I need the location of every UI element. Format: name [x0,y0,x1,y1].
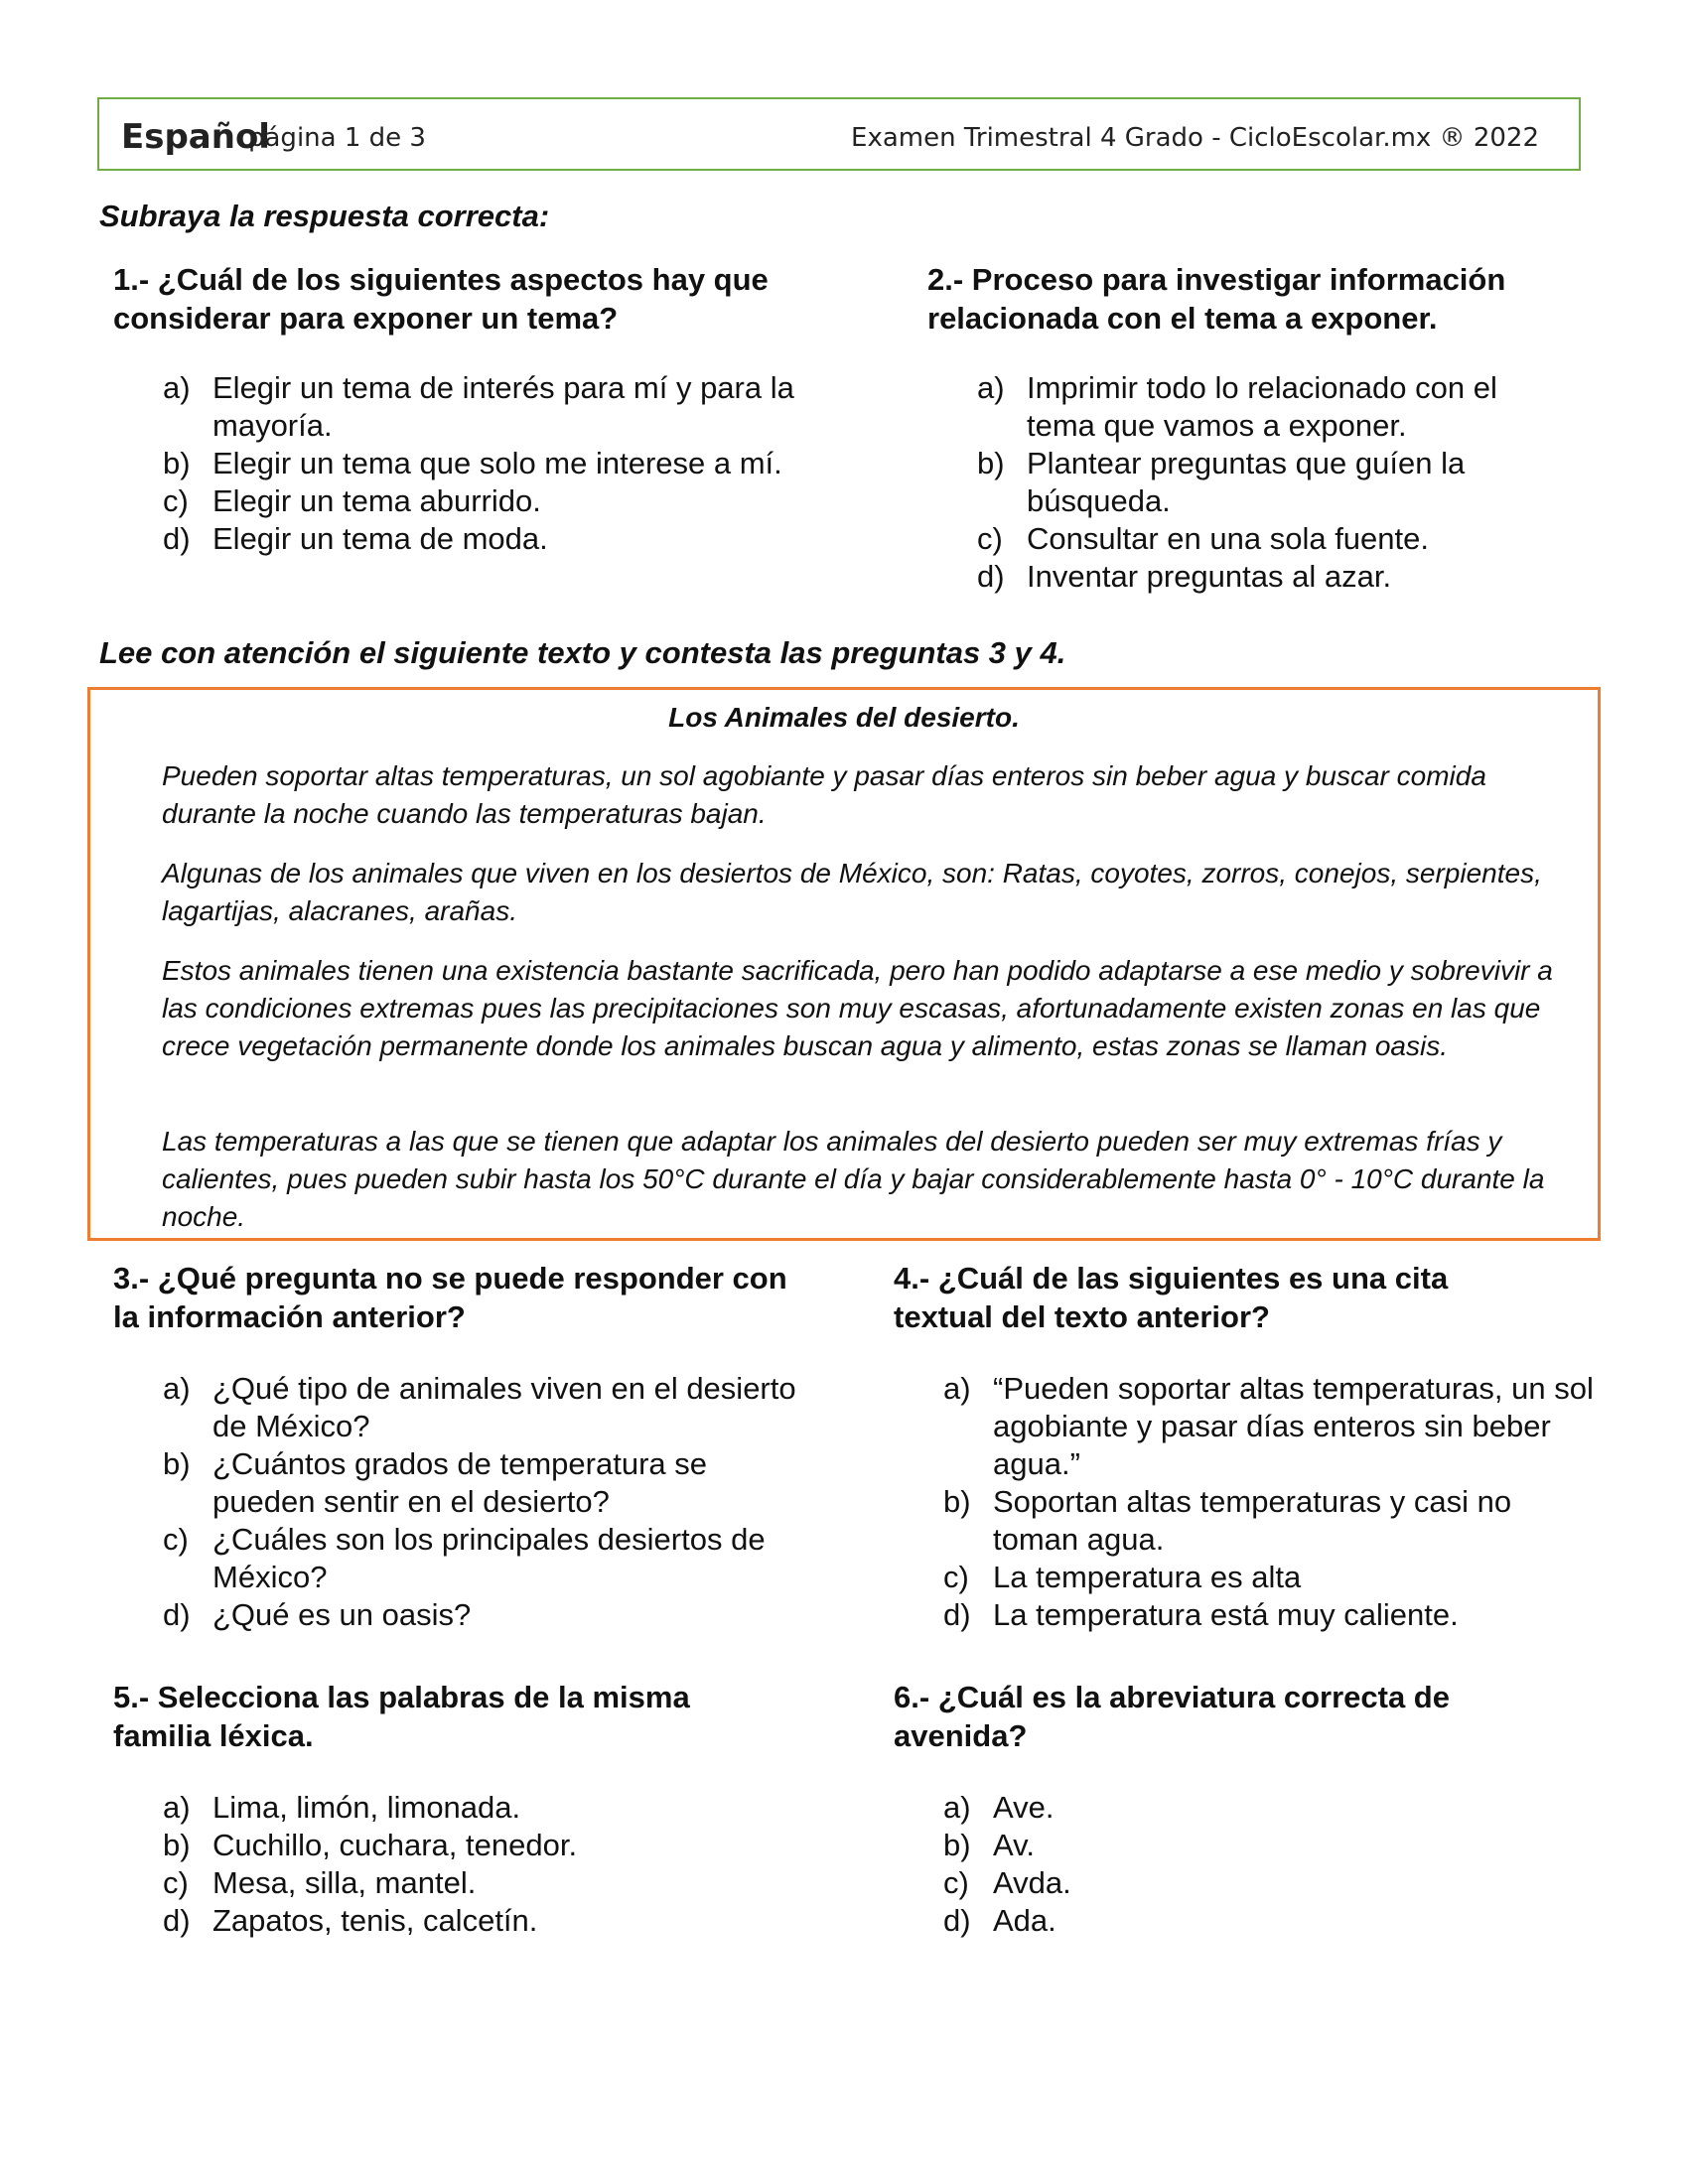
option-letter: c) [163,1865,189,1900]
option-2a[interactable] [977,369,1553,445]
option-text: Lima, limón, limonada. [212,1790,521,1825]
option-2c[interactable] [977,520,1553,558]
option-letter: c) [943,1560,969,1594]
option-letter: c) [163,483,189,518]
option-letter: c) [163,1522,189,1557]
option-1b[interactable] [163,445,878,482]
option-text: ¿Cuántos grados de temperatura se pueden sentir en el desierto? [212,1446,707,1519]
option-text: ¿Qué tipo de animales viven en el desierto de México? [212,1371,796,1443]
option-4a[interactable] [943,1370,1599,1483]
reading-paragraph: Las temperaturas a las que se tienen que adaptar los animales del desierto pueden ser muy extremas frías y calientes, pues pueden subir hasta los 50°C durante el día y bajar considerablemente hasta 0° - 10°C durante la noche. [162,1126,1545,1232]
reading-paragraph: Estos animales tienen una existencia bastante sacrificada, pero han podido adaptarse a ese medio y sobrevivir a las condiciones extremas pues las precipitaciones son muy escasas, afortunadamente existen zonas en las que crece vegetación permanente donde los animales buscan agua y alimento, estas zonas se llaman oasis. [162,955,1553,1061]
option-letter: b) [943,1828,971,1862]
option-text: Consultar en una sola fuente. [1027,521,1429,556]
option-text: Zapatos, tenis, calcetín. [212,1903,538,1938]
option-text: Plantear preguntas que guíen la búsqueda. [1027,446,1466,518]
reading-title: Los Animales del desierto. [668,702,1020,733]
option-1c[interactable] [163,482,878,520]
option-letter: a) [163,1371,191,1406]
option-text: Cuchillo, cuchara, tenedor. [212,1828,578,1862]
option-text: Imprimir todo lo relacionado con el tema que vamos a exponer. [1027,370,1497,443]
option-5c[interactable] [163,1864,818,1902]
question-1-options [163,369,878,558]
option-letter: d) [977,559,1005,594]
option-2b[interactable] [977,445,1553,520]
option-text: La temperatura está muy caliente. [993,1597,1459,1632]
question-4: 4.- ¿Cuál de las siguientes es una cita textual del texto anterior? [894,1261,1449,1334]
option-4d[interactable] [943,1596,1599,1634]
option-5d[interactable] [163,1902,818,1940]
instruction-read: Lee con atención el siguiente texto y contesta las preguntas 3 y 4. [99,635,1066,670]
option-6a[interactable] [943,1789,1539,1827]
reading-paragraph: Pueden soportar altas temperaturas, un sol agobiante y pasar días enteros sin beber agua y buscar comida durante la noche cuando las temperaturas bajan. [162,760,1486,829]
option-3c[interactable] [163,1521,818,1596]
option-4c[interactable] [943,1559,1599,1596]
option-letter: b) [163,1446,191,1481]
option-text: Elegir un tema de interés para mí y para la mayoría. [212,370,794,443]
question-5: 5.- Selecciona las palabras de la misma familia léxica. [113,1680,690,1753]
option-letter: b) [977,446,1005,480]
exam-title: Examen Trimestral 4 Grado - CicloEscolar.mx ® 2022 [851,123,1539,153]
option-letter: d) [163,521,191,556]
question-6-options [943,1789,1539,1940]
option-letter: c) [943,1865,969,1900]
reading-passage [87,687,1601,1241]
question-2: 2.- Proceso para investigar información relacionada con el tema a exponer. [927,262,1506,336]
option-1a[interactable] [163,369,878,445]
option-letter: d) [163,1597,191,1632]
option-letter: a) [163,370,191,405]
question-2-options [977,369,1553,596]
subject-title: Español [121,117,270,157]
option-text: Elegir un tema aburrido. [212,483,541,518]
option-letter: a) [943,1371,971,1406]
question-6: 6.- ¿Cuál es la abreviatura correcta de avenida? [894,1680,1450,1753]
question-4-options [943,1370,1599,1634]
reading-paragraph: Algunas de los animales que viven en los desiertos de México, son: Ratas, coyotes, zorros, conejos, serpientes, lagartijas, alacranes, arañas. [162,858,1542,926]
question-5-options [163,1789,818,1940]
page-header [97,97,1581,171]
option-6b[interactable] [943,1827,1539,1864]
option-letter: d) [163,1903,191,1938]
option-letter: a) [943,1790,971,1825]
option-text: Soportan altas temperaturas y casi no toman agua. [993,1484,1512,1557]
option-5b[interactable] [163,1827,818,1864]
option-letter: b) [163,446,191,480]
option-text: La temperatura es alta [993,1560,1302,1594]
option-3b[interactable] [163,1445,818,1521]
option-2d[interactable] [977,558,1553,596]
option-6d[interactable] [943,1902,1539,1940]
option-3d[interactable] [163,1596,818,1634]
option-4b[interactable] [943,1483,1599,1559]
question-3: 3.- ¿Qué pregunta no se puede responder con la información anterior? [113,1261,787,1334]
option-text: Elegir un tema que solo me interese a mí. [212,446,782,480]
option-6c[interactable] [943,1864,1539,1902]
option-3a[interactable] [163,1370,818,1445]
option-text: Avda. [993,1865,1071,1900]
option-text: “Pueden soportar altas temperaturas, un sol agobiante y pasar días enteros sin beber agua.” [993,1371,1594,1481]
option-letter: d) [943,1597,971,1632]
option-text: Ada. [993,1903,1056,1938]
option-letter: a) [977,370,1005,405]
option-text: Inventar preguntas al azar. [1027,559,1392,594]
option-text: ¿Qué es un oasis? [212,1597,472,1632]
option-text: Av. [993,1828,1035,1862]
option-text: Mesa, silla, mantel. [212,1865,477,1900]
option-text: Ave. [993,1790,1055,1825]
option-1d[interactable] [163,520,878,558]
question-3-options [163,1370,818,1634]
option-letter: c) [977,521,1003,556]
option-letter: d) [943,1903,971,1938]
option-5a[interactable] [163,1789,818,1827]
option-letter: b) [163,1828,191,1862]
option-letter: b) [943,1484,971,1519]
option-text: ¿Cuáles son los principales desiertos de México? [212,1522,766,1594]
instruction-underline: Subraya la respuesta correcta: [99,199,550,233]
option-letter: a) [163,1790,191,1825]
question-1: 1.- ¿Cuál de los siguientes aspectos hay que considerar para exponer un tema? [113,262,769,336]
page-number: página 1 de 3 [248,123,426,153]
option-text: Elegir un tema de moda. [212,521,548,556]
